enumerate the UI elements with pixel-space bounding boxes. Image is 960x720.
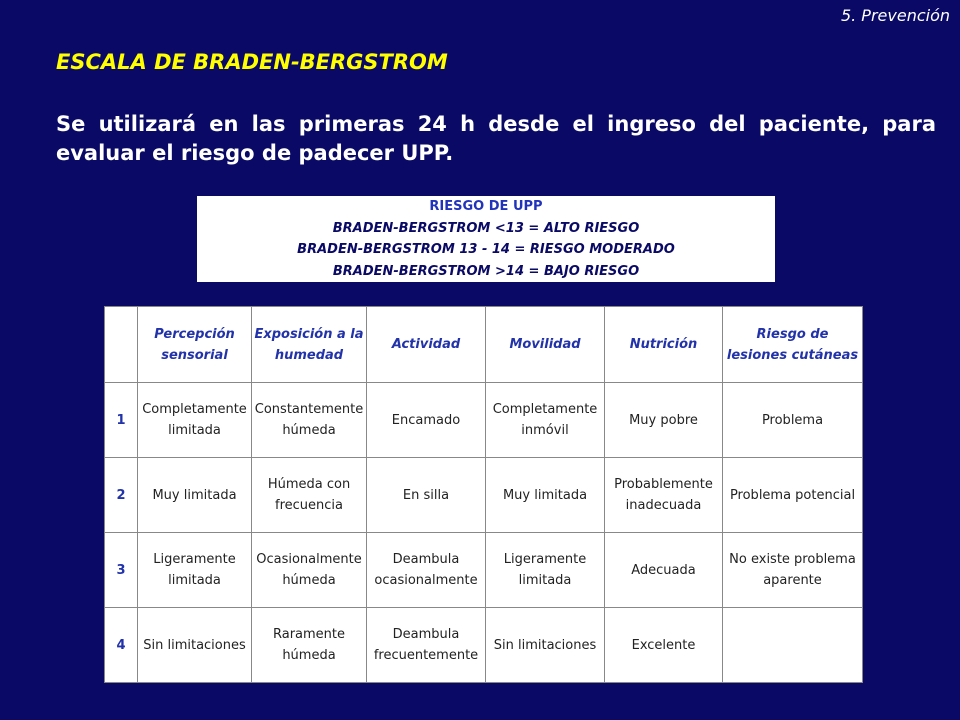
table-cell: Completamente inmóvil xyxy=(486,383,605,458)
slide-title: ESCALA DE BRADEN-BERGSTROM xyxy=(56,50,448,74)
table-row xyxy=(105,458,863,533)
table-cell: Muy pobre xyxy=(605,383,723,458)
table-row xyxy=(105,383,863,458)
section-label: 5. Prevención xyxy=(840,6,950,25)
table-cell: Ligeramente limitada xyxy=(486,533,605,608)
risk-line-low: BRADEN-BERGSTROM >14 = BAJO RIESGO xyxy=(332,263,640,279)
table-cell-level: 2 xyxy=(105,458,138,533)
table-cell: Ligeramente limitada xyxy=(138,533,252,608)
table-header-cell: Actividad xyxy=(367,307,486,383)
table-row xyxy=(105,533,863,608)
table-cell-level: 1 xyxy=(105,383,138,458)
braden-scale-table xyxy=(104,306,863,683)
table-cell: Muy limitada xyxy=(138,458,252,533)
table-header-cell: Percepción sensorial xyxy=(138,307,252,383)
table-cell-level: 3 xyxy=(105,533,138,608)
table-cell: Húmeda con frecuencia xyxy=(252,458,367,533)
table-cell: Problema xyxy=(723,383,863,458)
intro-text: Se utilizará en las primeras 24 h desde el ingreso del paciente, para evaluar el riesgo de padecer UPP. xyxy=(56,112,936,165)
table-cell: Ocasionalmente húmeda xyxy=(252,533,367,608)
table-cell: Probablemente inadecuada xyxy=(605,458,723,533)
table-header-cell: Riesgo de lesiones cutáneas xyxy=(723,307,863,383)
table-row xyxy=(105,608,863,683)
table-header-cell: Exposición a la humedad xyxy=(252,307,367,383)
table-header-cell: Nutrición xyxy=(605,307,723,383)
table-cell: Sin limitaciones xyxy=(138,608,252,683)
risk-line-moderate: BRADEN-BERGSTROM 13 - 14 = RIESGO MODERADO xyxy=(297,242,675,257)
table-cell: Excelente xyxy=(605,608,723,683)
table-cell-level: 4 xyxy=(105,608,138,683)
table-cell: Deambula ocasionalmente xyxy=(367,533,486,608)
risk-line-high: BRADEN-BERGSTROM <13 = ALTO RIESGO xyxy=(332,220,640,236)
table-cell: En silla xyxy=(367,458,486,533)
table-cell: Deambula frecuentemente xyxy=(367,608,486,683)
table-cell: Constantemente húmeda xyxy=(252,383,367,458)
risk-box-header: RIESGO DE UPP xyxy=(429,199,543,214)
table-cell: Problema potencial xyxy=(723,458,863,533)
table-cell: Sin limitaciones xyxy=(486,608,605,683)
table-header-row xyxy=(105,307,863,383)
table-header-cell: Movilidad xyxy=(486,307,605,383)
table-cell xyxy=(723,608,863,683)
table-cell: Completamente limitada xyxy=(138,383,252,458)
risk-box xyxy=(197,196,775,282)
table-cell: No existe problema aparente xyxy=(723,533,863,608)
table-cell: Adecuada xyxy=(605,533,723,608)
table-header-cell xyxy=(105,307,138,383)
table-cell: Encamado xyxy=(367,383,486,458)
table-cell: Raramente húmeda xyxy=(252,608,367,683)
table-cell: Muy limitada xyxy=(486,458,605,533)
